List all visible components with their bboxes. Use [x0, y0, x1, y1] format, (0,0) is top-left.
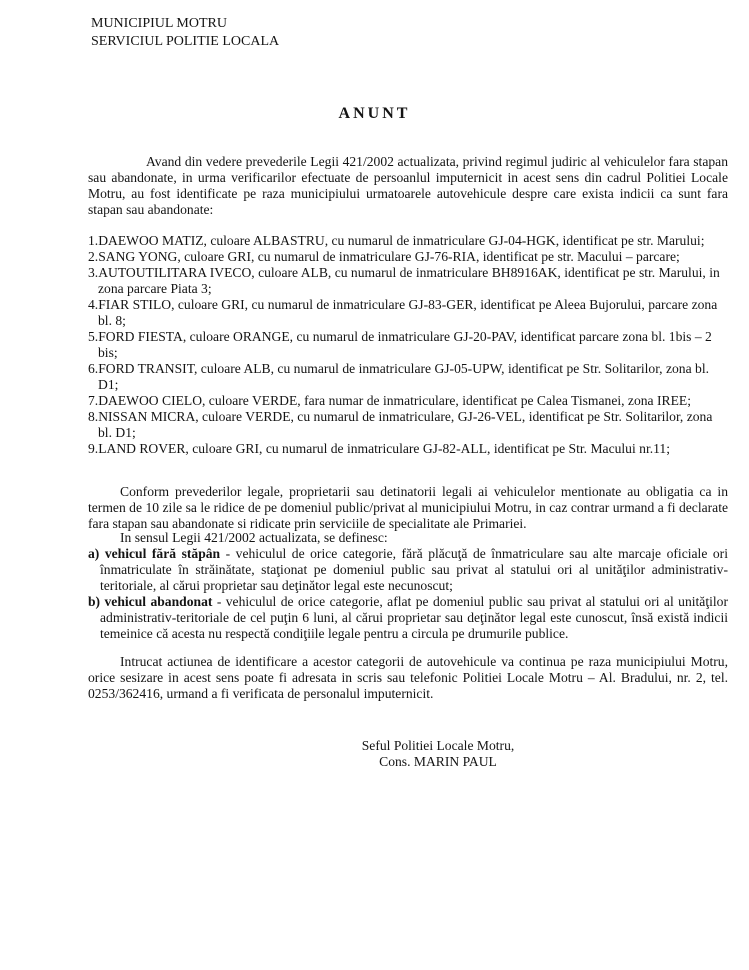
signature-block — [348, 738, 528, 770]
vehicle-item-5: 5.FORD FIESTA, culoare ORANGE, cu numarul de inmatriculare GJ-20-PAV, identificat parcare zona bl. 1bis – 2 bis; — [88, 329, 712, 360]
header-municipality: MUNICIPIUL MOTRU — [91, 16, 227, 31]
vehicle-item-4: 4.FIAR STILO, culoare GRI, cu numarul de inmatriculare GJ-83-GER, identificat pe Aleea Bujorului, parcare zona bl. 8; — [88, 297, 718, 328]
vehicle-item-3: 3.AUTOUTILITARA IVECO, culoare ALB, cu numarul de inmatriculare BH8916AK, identificat pe str. Marului, in zona parcare Piata 3; — [88, 265, 720, 296]
definition-b-text: - vehiculul de orice categorie, aflat pe domeniul public sau privat al statului ori al unităţilor administrativ-teritoriale de cel puţin 6 luni, al cărui proprietar sau deţinător legal este cunoscut, însă există indicii temeinice că acesta nu respectă condiţiile legale pentru a circula pe drumurile publice. — [100, 594, 728, 641]
signature-name: Cons. MARIN PAUL — [379, 754, 497, 769]
definitions-intro: In sensul Legii 421/2002 actualizata, se definesc: — [120, 530, 388, 545]
definition-b-term: b) vehicul abandonat — [88, 594, 213, 609]
vehicle-list — [88, 233, 728, 457]
document-title: ANUNT — [338, 105, 411, 122]
definition-a-term: a) vehicul fără stăpân — [88, 546, 221, 561]
definitions-section — [88, 530, 728, 642]
intro-text: Avand din vedere prevederile Legii 421/2002 actualizata, privind regimul judiric al vehiculelor fara stapan sau abandonate, in urma verificarilor efectuate de persoanlul imputernicit in acest sens din cadrul Politiei Locale Motru, au fost identificate pe raza municipiului urmatoarele autovehicule despre care exista indicii ca sunt fara stapan sau abandonate: — [88, 154, 728, 217]
signature-title: Seful Politiei Locale Motru, — [361, 738, 515, 753]
contact-paragraph: Intrucat actiunea de identificare a acestor categorii de autovehicule va continua pe raza municipiului Motru, orice sesizare in acest sens poate fi adresata in scris sau telefonic Politiei Locale Motru – Al. Bradului, nr. 2, tel. 0253/362416, urmand a fi verificata de personalul imputernicit. — [88, 654, 728, 701]
vehicle-item-2: 2.SANG YONG, culoare GRI, cu numarul de inmatriculare GJ-76-RIA, identificat pe str. Macului – parcare; — [88, 249, 680, 264]
vehicle-item-6: 6.FORD TRANSIT, culoare ALB, cu numarul de inmatriculare GJ-05-UPW, identificat pe Str. Solitarilor, zona bl. D1; — [88, 361, 710, 392]
vehicle-item-1: 1.DAEWOO MATIZ, culoare ALBASTRU, cu numarul de inmatriculare GJ-04-HGK, identificat pe str. Marului; — [88, 233, 705, 248]
definition-a-text: - vehiculul de orice categorie, fără plăcuţă de înmatriculare sau alte marcaje oficiale ori înmatriculate în străinătate, staţionat pe domeniul public sau privat al statului ori al unităţilor administrativ-teritoriale, al cărui proprietar sau deţinător legal este necunoscut; — [100, 546, 728, 593]
intro-paragraph — [88, 154, 728, 218]
vehicle-item-7: 7.DAEWOO CIELO, culoare VERDE, fara numar de inmatriculare, identificat pe Calea Tismanei, zona IREE; — [88, 393, 691, 408]
vehicle-item-9: 9.LAND ROVER, culoare GRI, cu numarul de inmatriculare GJ-82-ALL, identificat pe Str. Macului nr.11; — [88, 441, 670, 456]
obligation-paragraph: Conform prevederilor legale, proprietarii sau detinatorii legali ai vehiculelor mentionate au obligatia ca in termen de 10 zile sa le ridice de pe domeniul public/privat al municipiului Motru, in caz contrar urmand a fi declarate fara stapan sau abandonate si ridicate prin serviciile de specialitate ale Primariei. — [88, 484, 728, 531]
definition-b — [88, 594, 728, 642]
header-service: SERVICIUL POLITIE LOCALA — [91, 34, 280, 49]
vehicle-item-8: 8.NISSAN MICRA, culoare VERDE, cu numarul de inmatriculare, GJ-26-VEL, identificat pe Str. Solitarilor, zona bl. D1; — [88, 409, 713, 440]
document-header — [91, 15, 279, 51]
definition-a — [88, 546, 728, 594]
